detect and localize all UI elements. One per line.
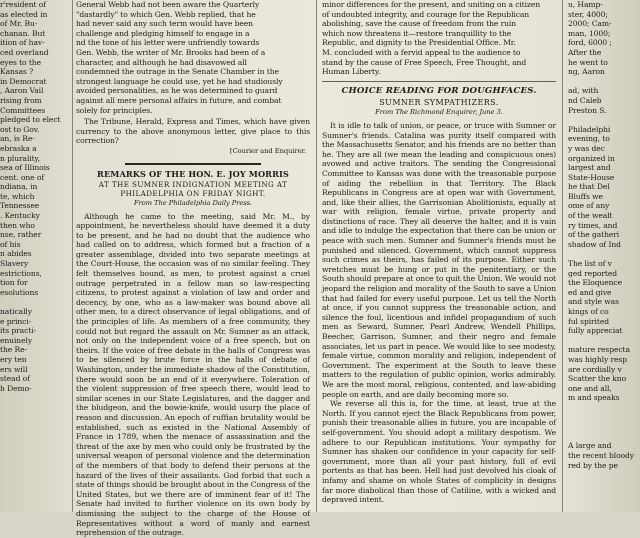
text-line: sea of Illinois [0, 163, 50, 173]
text-line: avoided personalities, as he was determined to guard [76, 86, 278, 96]
text-line [568, 422, 640, 432]
text-line: ced overland [0, 47, 49, 57]
column-rule [562, 0, 563, 512]
tribune-note: The Tribune, Herald, Express and Times, which have given currency to the above anonymous letter, give place to this correction? [76, 117, 310, 146]
text-line: r'resident of [0, 0, 46, 9]
text-line: stand by the cause of Free Speech, Free Thought, and [322, 57, 527, 67]
text-line: Committees [0, 105, 46, 115]
text-line: shadow of Ind [568, 239, 621, 249]
text-line: u, Hamp- [568, 0, 603, 9]
text-line: ged reported [568, 268, 618, 278]
text-line: the Re- [0, 345, 27, 355]
text-line [568, 403, 640, 413]
text-line: are cordially v [568, 364, 622, 374]
article-subhead-2: PHILADELPHIA ON FRIDAY NIGHT. [120, 188, 266, 198]
text-line: which now threatens it—restore tranquillity to the [322, 28, 512, 38]
text-line: one and all, [568, 383, 612, 393]
text-line: had never said any such term would have been [76, 19, 253, 29]
text-line: h Demo- [0, 383, 32, 393]
column-2 [76, 0, 310, 538]
article-headline-doughfaces: CHOICE READING FOR DOUGHFACES. [341, 85, 537, 96]
section-divider [125, 163, 261, 165]
text-line: Philadelphi [568, 124, 611, 134]
text-line [568, 413, 640, 423]
text-line: minor differences for the present, and uniting on a citizen [322, 0, 541, 9]
text-line: The list of v [568, 259, 612, 269]
text-line: ry times, and [568, 220, 618, 230]
column-rule [72, 0, 73, 512]
text-line [568, 432, 640, 442]
text-line: M. concluded with a fervid appeal to the audience to [322, 47, 521, 57]
text-line: ition of hav- [0, 38, 45, 48]
text-line: strongest language he could use, yet he had studiously [76, 76, 283, 86]
column-3 [322, 0, 556, 512]
text-line: ers will [0, 364, 28, 374]
text-line: challenge and pledging himself to engage in a [76, 28, 250, 38]
text-line: rising from [0, 95, 42, 105]
article-headline-morris: REMARKS OF THE HON. E. JOY MORRIS [97, 168, 289, 179]
text-line: of his [0, 239, 21, 249]
column-4-fragment [568, 0, 640, 512]
section-divider [322, 81, 556, 82]
text-line: ndiana, in [0, 182, 38, 192]
text-line: fully appreciat [568, 326, 623, 336]
text-line: After the [568, 47, 602, 57]
text-line: organized in [568, 153, 615, 163]
text-line [568, 77, 640, 87]
text-line: nse, rather [0, 230, 42, 240]
text-line: estrictions, [0, 268, 42, 278]
text-line: n abides [0, 249, 32, 259]
text-line: Human Liberty. [322, 67, 381, 77]
text-line [568, 249, 640, 259]
text-line: he went to [568, 57, 608, 67]
text-line: man, 1000; [568, 28, 611, 38]
text-line: of undoubted integrity, and courage for the Republican [322, 9, 530, 19]
text-line: kings of co [568, 307, 609, 316]
text-line [568, 115, 640, 125]
text-line: Slavery [0, 259, 29, 269]
text-line: of the wealt [568, 211, 613, 221]
article-body-paragraph: It is idle to talk of union, or peace, or truce with Sumner or Sumner's friends. Catalina was purity itself compared with the Massachusetts Senator, and his friends are no better than he. They are all (we mean the leading and conspicuous ones) avowed and active traitors. The sending the Congressional Committee to Kansas was done with the treasonable purpose of aiding the rebellion in that Territory. The Black Republicans in Congress are at open war with Government, and, like their allies, the Garrisonian Abolitionists, equally at war with religion, female virtue, private property and distinctions of race. They all deserve the halter, and it is vain and idle to indulge the expectation that there can be union or peace with such men. Sumner and Sumner's friends must be punished and silenced. Government, which cannot suppress such crimes as theirs, has failed of its purpose. Either such wretches must be hung or put in the penitentiary, or the South should prepare at once to quit the Union. We would not jeopard the religion and morality of the South to save a Union that had failed for every useful purpose. Let us tell the North at once, if you cannot suppress the treasonable action, and silence the foul, licentious and infidel propagandism of such men as Seward, Sumner, Pearl Andrew, Wendell Phillips, Beecher, Garrison, Sumner, and their negro and female associates, let us part in peace. We would like to see modesty, female virtue, common morality and religion, independent of Government. The experiment at the South to leave these matters to the regulation of public opinion, works admirably. We are the most moral, religious, contented, and law-abiding people on earth, and are daily becoming more so. [322, 120, 556, 399]
text-line: the recent bloody [568, 450, 634, 460]
text-line: cent. one of [0, 172, 45, 182]
text-line: ster, 4000; [568, 9, 608, 19]
text-line: mature respecta [568, 345, 630, 355]
text-line: he that Del [568, 182, 610, 192]
text-line: an, is Re- [0, 134, 35, 144]
text-line: e princi- [0, 316, 32, 326]
text-line: evening, to [568, 134, 610, 144]
article-body-morris: Although he came to the meeting, said Mr. M., by appointment, he nevertheless should have deemed it a duty to be present, and he had no doubt that the audience who had called on to address, which formed but a fraction of a greater assemblage, divided into two separate meetings at the Court-House, the occasion was of no similar feeling. They felt themselves bound, as men, to protest against a cruel outrage perpetrated in a fellow man so law-respecting citizens, to protest against a violation of law and order and decency, by one, who as a law-maker was bound above all other men, to a direct observance of legal obligations, and of the principles of life. As members of a free community, they could not but regard the assault on Mr. Sumner as an attack, not only on the independent voice of a free speech, but on theirs. If the voice of free debate in the halls of Congress was to be silenced by brute force in the halls of debate of Washington, under the immediate shadow of the Constitution, there would soon be an end of it everywhere. Toleration of the violent suppression of free speech there, would lead to similar scenes in our State Legislatures, and the dagger and the bludgeon, and the bowie-knife, would usurp the place of reason and discussion. An epoch of ruffian brutality would be established, such as existed in the National Assembly of France in 1789, when the menace of assassination and the threat of the axe by men who could only be frustrated by the universal weapon of personal violence and the determination of the members of that body to defend their persons at the hazard of the lives of their assailants. God forbid that such a state of things should be brought about in the Congress of the United States, but we there are of imminent fear of it! The Senate had invited to further violence on its own body by dismissing the subject to the charge of the House of Representatives without a word of manly and earnest reprehension of the outrage. [76, 211, 310, 538]
text-line: nd Caleb [568, 95, 602, 105]
article-byline: From The Richmond Enquirer, June 3. [375, 108, 503, 117]
text-line: y was dec [568, 143, 605, 153]
article-body-paragraph: We reverse all this is, for the time, at least, true at the North. If you cannot eject the Black Republicans from power, punish their treasonable allies in future, you are incapable of self-government. You should adopt a military despotism. We adhere to our Republican institutions. Your sympathy for Sumner has shaken our confidence in your capacity for self-government, more than all your past history, full of evil portents as that has been. Hell had just devolved his cloak of infamy and shame on whole States of complicity in designs far more diabolical than those of Catiline, with a wicked and depraved intent. [322, 399, 556, 505]
text-line: Preston S. [568, 105, 607, 115]
text-line: condemned the outrage in the Senate Chamber in the [76, 67, 279, 77]
text-line: Kansas ? [0, 67, 34, 77]
text-line: enuinely [0, 335, 33, 345]
text-line: the Eloquence [568, 278, 622, 288]
column-1-fragment [0, 0, 70, 512]
tribune-signature: [Courier and Enquirer. [229, 146, 306, 155]
text-line: as elected in [0, 9, 48, 19]
text-line: ad, with [568, 86, 599, 96]
text-line: ebraska a [0, 143, 37, 153]
text-line: General Webb had not been aware the Quarterly [76, 0, 260, 9]
text-line: solely for principles. [76, 105, 153, 115]
article-subhead-1: AT THE SUMNER INDIGNATION MEETING AT [98, 179, 288, 189]
text-line: of Mr. Bu- [0, 19, 38, 29]
column-rule [316, 0, 317, 512]
text-line: State-House [568, 172, 615, 182]
text-line: ng, Aaron [568, 67, 605, 77]
text-line: te, which [0, 191, 35, 201]
text-line: natically [0, 307, 32, 316]
text-line [568, 336, 640, 346]
text-line [0, 297, 70, 307]
text-line: nd the tone of his letter were unfriendly towards [76, 38, 260, 48]
text-line: largest and [568, 163, 611, 173]
text-line: then who [0, 220, 35, 230]
webb-letter-text [76, 0, 310, 115]
text-line: eyes to the [0, 57, 41, 67]
text-line: ome of any [568, 201, 610, 211]
text-line: ost to Gov. [0, 124, 40, 134]
text-line: Republic, and dignity to the Presidential Office. Mr. [322, 38, 516, 48]
text-line: stead of [0, 374, 30, 384]
text-line: and style was [568, 297, 619, 307]
text-line: character, and although he had disavowed all [76, 57, 247, 67]
text-line: its practi- [0, 326, 37, 336]
text-line: red by the pe [568, 460, 618, 470]
text-line: A large and [568, 441, 612, 451]
text-line: in Democrat [0, 76, 47, 86]
text-line: tion for [0, 278, 28, 288]
text-line: 2000; Cam- [568, 19, 612, 29]
text-line: was highly resp [568, 354, 627, 364]
text-line: against all mere personal affairs in future, and combat [76, 95, 282, 105]
text-line: Tennessee [0, 201, 40, 211]
text-line: chanan. But [0, 28, 46, 38]
text-line: , Aaron Vail [0, 86, 44, 96]
text-line: Bluffs we [568, 191, 603, 201]
text-line: m and speaks [568, 393, 620, 403]
text-line: ed and give [568, 287, 612, 297]
text-line: Scatter the kno [568, 374, 627, 384]
article-byline: From The Philadelphia Daily Press. [133, 198, 253, 207]
text-line: abolishing, save the cause of freedom from the ruin [322, 19, 517, 29]
text-line: "dastardly" to which Gen. Webb replied, that he [76, 9, 256, 19]
text-line: of the gatheri [568, 230, 620, 240]
text-line: esolutions [0, 287, 39, 297]
article-subhead-sumner: SUMNER SYMPATHIZERS. [379, 98, 499, 108]
morris-conclusion-text [322, 0, 556, 77]
text-line: Gen. Webb, the writer of Mr. Brooks had been of a [76, 47, 266, 57]
text-line: ford, 6000 ; [568, 38, 612, 48]
text-line: ery ten [0, 354, 27, 364]
text-line: ful spirited [568, 316, 609, 326]
text-line: . Kentucky [0, 211, 40, 221]
text-line: pledged to elect [0, 115, 61, 125]
text-line: n plurality, [0, 153, 41, 163]
